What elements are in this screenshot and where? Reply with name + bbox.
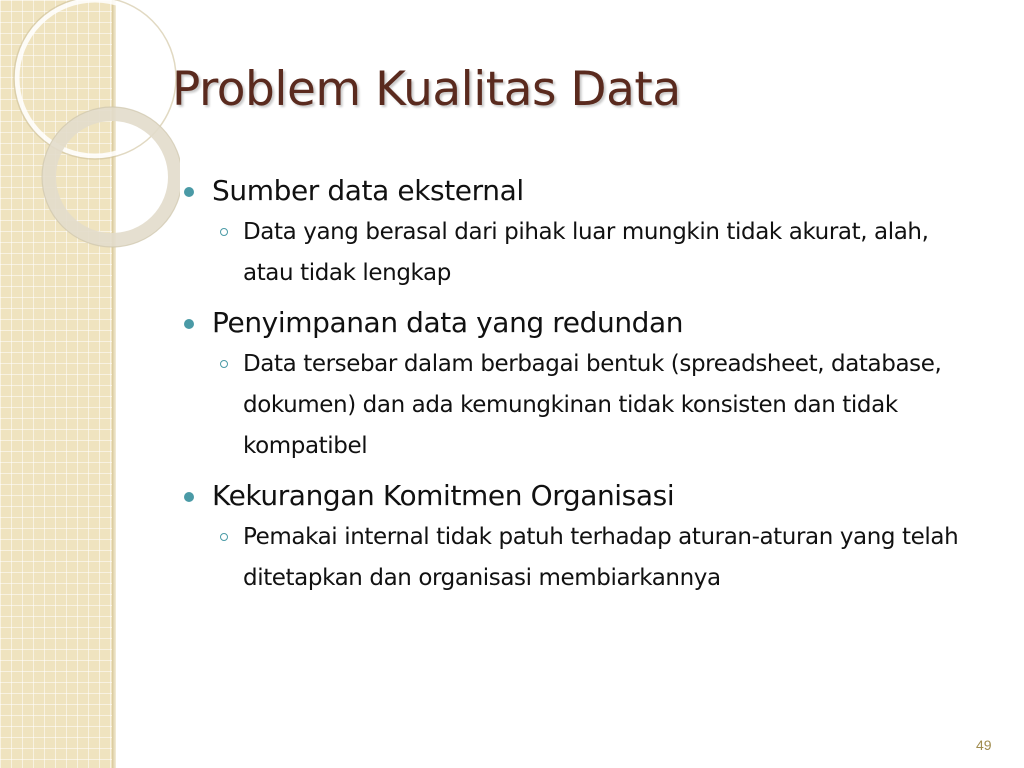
bullet-text: Penyimpanan data yang redundan	[212, 306, 684, 339]
bullet-dot-icon	[184, 319, 194, 329]
sub-bullet-ring-icon	[220, 533, 228, 541]
bullet-item-1	[184, 170, 984, 212]
bullet-text: Sumber data eksternal	[212, 174, 524, 207]
sub-bullet-text: Data tersebar dalam berbagai bentuk (spreadsheet, database, dokumen) dan ada kemungkinan tidak konsisten dan tidak kompatibel	[243, 351, 942, 459]
bullet-text: Kekurangan Komitmen Organisasi	[212, 479, 675, 512]
sub-bullet-ring-icon	[220, 360, 228, 368]
sub-bullet-text: Data yang berasal dari pihak luar mungkin tidak akurat, alah, atau tidak lengkap	[243, 219, 929, 286]
bullet-dot-icon	[184, 187, 194, 197]
page-number: 49	[976, 737, 992, 753]
bullet-item-2	[184, 302, 984, 344]
bullet-list	[184, 170, 984, 607]
decorative-ring-small	[49, 114, 175, 240]
slide-title: Problem Kualitas Data	[172, 62, 681, 117]
bullet-item-3	[184, 475, 984, 517]
sub-bullet-item-2	[184, 344, 984, 467]
decorative-rings	[0, 0, 180, 260]
sub-bullet-ring-icon	[220, 228, 228, 236]
sub-bullet-text: Pemakai internal tidak patuh terhadap aturan-aturan yang telah ditetapkan dan organisasi membiarkannya	[243, 524, 959, 591]
sub-bullet-item-3	[184, 517, 984, 599]
bullet-dot-icon	[184, 492, 194, 502]
sub-bullet-item-1	[184, 212, 984, 294]
